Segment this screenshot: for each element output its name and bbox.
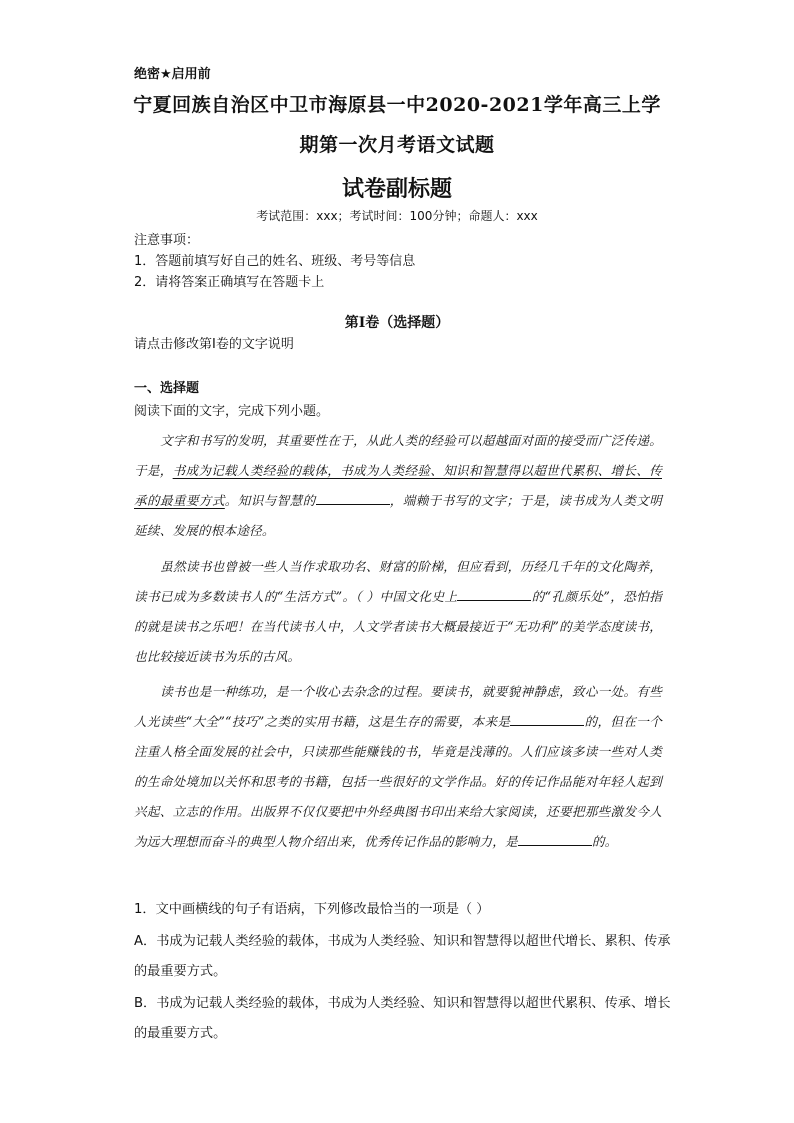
passage-text: ，端赖于书写的文字；于是，读书成为人类文明延续、发展的根本途径。 — [134, 493, 662, 538]
fill-blank — [316, 490, 390, 505]
fill-blank — [457, 586, 531, 601]
passage-text: 虽然读书也曾被一些人当作求取功名、财富的阶梯，但应看到，历经几千年的文化陶养，读书已成为多数读书人的“生活方式”。（ ）中国文化史上 — [134, 559, 662, 604]
confidential-label: 绝密★启用前 — [134, 67, 211, 82]
underlined-sentence: 书成为记载人类经验的载体，书成为人类经验、知识和智慧得以超世代累积、增长、传承的最重要方式 — [134, 463, 662, 508]
question-1-option-a[interactable]: A．书成为记载人类经验的载体，书成为人类经验、知识和智慧得以超世代增长、累积、传承的最重要方式。 — [134, 934, 671, 979]
reading-instruction: 阅读下面的文字，完成下列小题。 — [134, 404, 330, 419]
fill-blank — [510, 711, 584, 726]
exam-title-line-2: 期第一次月考语文试题 — [299, 134, 495, 156]
exam-subtitle: 试卷副标题 — [341, 177, 452, 202]
passage-paragraph-2 — [134, 552, 662, 672]
passage-text: 的，但在一个注重人格全面发展的社会中，只读那些能赚钱的书，毕竟是浅薄的。人们应该多读一些对人类的生命处境加以关怀和思考的书籍，包括一些很好的文学作品。好的传记作品能对年轻人起到兴起、立志的作用。出版界不仅仅要把中外经典图书印出来给大家阅读，还要把那些激发今人为远大理想而奋斗的典型人物介绍出来，优秀传记作品的影响力，是 — [134, 714, 662, 849]
part-title: 第I卷（选择题） — [344, 315, 450, 331]
passage-text: 。知识与智慧的 — [224, 493, 316, 508]
note-item: 1．答题前填写好自己的姓名、班级、考号等信息 — [134, 254, 416, 269]
passage-paragraph-3 — [134, 677, 662, 857]
exam-title-line-1: 宁夏回族自治区中卫市海原县一中2020-2021学年高三上学 — [133, 94, 661, 116]
passage-text: 读书也是一种练功，是一个收心去杂念的过程。要读书，就要貌神静虑，致心一处。有些人光读些“大全”“技巧”之类的实用书籍，这是生存的需要，本来是 — [134, 684, 662, 729]
fill-blank — [518, 831, 592, 846]
section-heading: 一、选择题 — [134, 381, 200, 396]
part-description: 请点击修改第I卷的文字说明 — [134, 337, 294, 352]
exam-info: 考试范围：xxx；考试时间：100分钟；命题人：xxx — [256, 209, 538, 223]
passage-text: 的。 — [591, 834, 618, 849]
passage-text: 文字和书写的发明，其重要性在于，从此人类的经验可以超越面对面的接受而广泛传递。于是， — [134, 433, 662, 478]
passage-paragraph-1 — [134, 426, 662, 546]
passage-text: 的“孔颜乐处”，恐怕指的就是读书之乐吧！在当代读书人中，人文学者读书大概最接近于“无功利”的美学态度读书，也比较接近读书为乐的古风。 — [134, 589, 662, 664]
notes-title: 注意事项： — [134, 233, 200, 248]
question-1-option-b[interactable]: B．书成为记载人类经验的载体，书成为人类经验、知识和智慧得以超世代累积、传承、增长的最重要方式。 — [134, 996, 671, 1041]
note-item: 2．请将答案正确填写在答题卡上 — [134, 275, 325, 290]
question-1-stem: 1．文中画横线的句子有语病，下列修改最恰当的一项是（ ） — [134, 902, 490, 917]
